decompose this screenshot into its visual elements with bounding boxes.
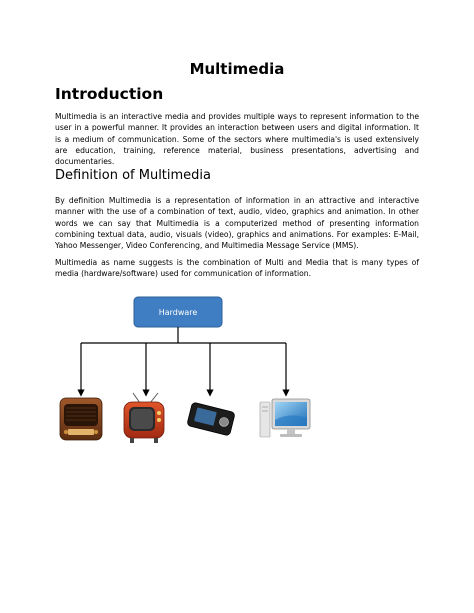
section-heading-definition: Definition of Multimedia: [55, 168, 212, 183]
definition-paragraph-2: Multimedia as name suggests is the combination of Multi and Media that is many types of media (hardware/software) used for communication of information.: [55, 258, 419, 279]
media-player-icon: [187, 402, 235, 436]
page-title: Multimedia: [189, 60, 285, 78]
hardware-box-label: Hardware: [158, 308, 198, 317]
introduction-paragraph: Multimedia is an interactive media and provides multiple ways to represent information to the user in a powerful manner. It provides an interaction between users and digital information. It is a medium of communication. Some of the sectors where multimedia's is used extensively are education, training, reference material, business presentations, advertising and documentaries.: [55, 112, 419, 167]
desktop-computer-icon: [260, 399, 310, 437]
hardware-box: [134, 297, 222, 327]
diagram-connectors: [81, 327, 286, 393]
definition-paragraph-1: By definition Multimedia is a representation of information in an attractive and interactive manner with the use of a combination of text, audio, video, graphics and animation. In other words we can say that Multimedia is a computerized method of presenting information combining textual data, audio, visuals (video), graphics and animations. For examples: E-Mail, Yahoo Messenger, Video Conferencing, and Multimedia Message Service (MMS).: [55, 196, 419, 251]
radio-icon: [60, 398, 102, 440]
television-icon: [124, 393, 164, 443]
section-heading-introduction: Introduction: [55, 85, 164, 103]
